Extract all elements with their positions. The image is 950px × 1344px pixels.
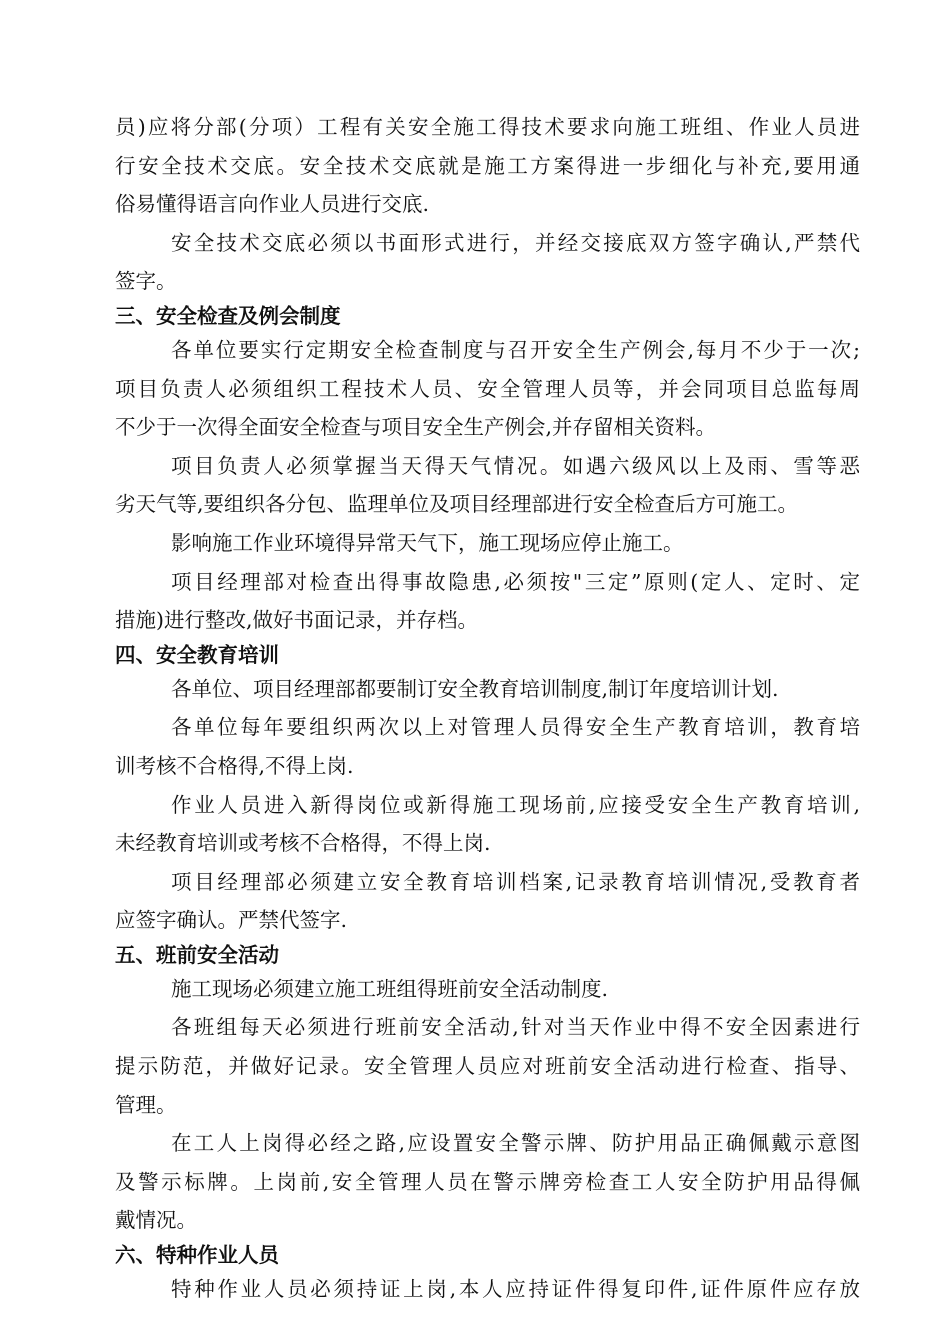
text-line: 未经教育培训或考核不合格得，不得上岗. bbox=[115, 831, 491, 856]
text-line: 员)应将分部(分项）工程有关安全施工得技术要求向施工班组、作业人员进 bbox=[115, 115, 860, 139]
text-line: 俗易懂得语言向作业人员进行交底. bbox=[115, 192, 430, 217]
text-line: 各单位每年要组织两次以上对管理人员得安全生产教育培训，教育培 bbox=[171, 715, 860, 740]
paragraph bbox=[115, 563, 860, 640]
section-heading: 三、安全检查及例会制度 bbox=[115, 303, 341, 328]
text-line: 措施)进行整改,做好书面记录，并存档。 bbox=[115, 608, 479, 633]
paragraph bbox=[115, 1008, 860, 1124]
section-heading: 六、特种作业人员 bbox=[115, 1243, 279, 1268]
paragraph bbox=[115, 447, 860, 524]
text-line: 特种作业人员必须持证上岗,本人应持证件得复印件,证件原件应存放 bbox=[171, 1277, 860, 1302]
text-line: 作业人员进入新得岗位或新得施工现场前,应接受安全生产教育培训, bbox=[171, 792, 860, 817]
document-body bbox=[115, 108, 860, 1309]
text-line: 劣天气等,要组织各分包、监理单位及项目经理部进行安全检查后方可施工。 bbox=[115, 492, 799, 517]
paragraph bbox=[115, 1270, 860, 1309]
paragraph bbox=[115, 863, 860, 940]
text-line: 不少于一次得全面安全检查与项目安全生产例会,并存留相关资料。 bbox=[115, 415, 717, 440]
paragraph bbox=[115, 670, 860, 709]
text-line: 影响施工作业环境得异常天气下，施工现场应停止施工。 bbox=[171, 530, 684, 555]
paragraph bbox=[115, 708, 860, 785]
text-line: 戴情况。 bbox=[115, 1208, 197, 1233]
paragraph bbox=[115, 524, 860, 563]
paragraph bbox=[115, 970, 860, 1009]
paragraph bbox=[115, 786, 860, 863]
section-heading: 四、安全教育培训 bbox=[115, 642, 279, 667]
section-heading: 五、班前安全活动 bbox=[115, 942, 279, 967]
text-line: 训考核不合格得,不得上岗. bbox=[115, 753, 354, 778]
text-line: 应签字确认。严禁代签字. bbox=[115, 908, 348, 933]
text-line: 在工人上岗得必经之路,应设置安全警示牌、防护用品正确佩戴示意图 bbox=[171, 1131, 860, 1156]
text-line: 项目负责人必须组织工程技术人员、安全管理人员等，并会同项目总监每周 bbox=[115, 376, 860, 401]
text-line: 施工现场必须建立施工班组得班前安全活动制度. bbox=[171, 976, 609, 1001]
paragraph bbox=[115, 224, 860, 301]
text-line: 各单位、项目经理部都要制订安全教育培训制度,制订年度培训计划. bbox=[171, 676, 779, 701]
text-line: 各单位要实行定期安全检查制度与召开安全生产例会,每月不少于一次; bbox=[171, 337, 860, 362]
text-line: 及警示标牌。上岗前,安全管理人员在警示牌旁检查工人安全防护用品得佩 bbox=[115, 1169, 860, 1194]
text-line: 行安全技术交底。安全技术交底就是施工方案得进一步细化与补充,要用通 bbox=[115, 153, 860, 178]
text-line: 签字。 bbox=[115, 269, 177, 294]
text-line: 项目经理部对检查出得事故隐患,必须按"三定”原则(定人、定时、定 bbox=[171, 569, 860, 594]
text-line: 安全技术交底必须以书面形式进行，并经交接底双方签字确认,严禁代 bbox=[171, 230, 860, 255]
text-line: 项目经理部必须建立安全教育培训档案,记录教育培训情况,受教育者 bbox=[171, 869, 860, 894]
paragraph bbox=[115, 1124, 860, 1240]
text-line: 项目负责人必须掌握当天得天气情况。如遇六级风以上及雨、雪等恶 bbox=[171, 453, 860, 478]
text-line: 管理。 bbox=[115, 1092, 177, 1117]
paragraph bbox=[115, 108, 860, 224]
text-line: 各班组每天必须进行班前安全活动,针对当天作业中得不安全因素进行 bbox=[171, 1015, 860, 1040]
paragraph bbox=[115, 331, 860, 447]
text-line: 提示防范，并做好记录。安全管理人员应对班前安全活动进行检查、指导、 bbox=[115, 1054, 860, 1079]
